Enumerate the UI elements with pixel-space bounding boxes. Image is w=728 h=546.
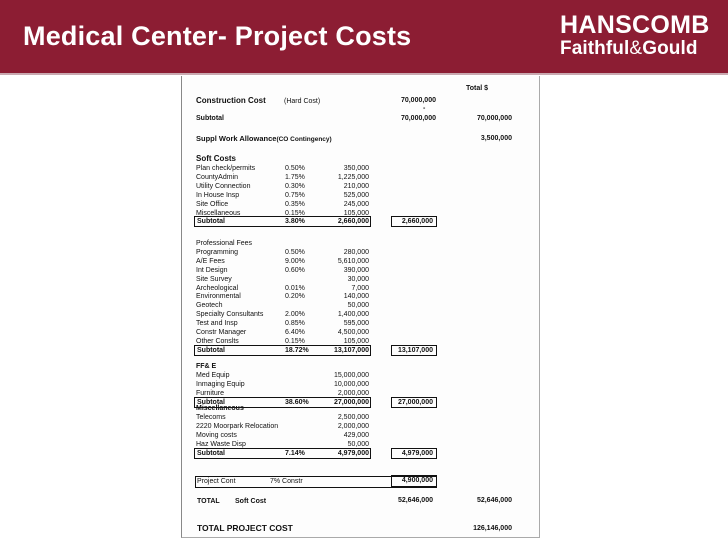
logo-word-faithful: Faithful [560, 38, 630, 59]
project-cont-label: Project Cont [197, 478, 236, 485]
line-item-label: Programming [196, 248, 239, 256]
construction-cost-dash: - [423, 105, 426, 112]
construction-cost-label: Construction Cost [196, 96, 266, 105]
line-item-pct: 0.35% [285, 200, 305, 208]
line-item-label: In House Insp [196, 191, 240, 199]
line-item-pct: 0.15% [285, 209, 305, 217]
suppl-note: (CO Contingency) [276, 136, 332, 143]
construction-cost-amount: 70,000,000 [400, 97, 436, 104]
line-item-amount: 2,500,000 [337, 413, 369, 421]
subtotal-sub: 2,660,000 [401, 218, 433, 226]
line-item-label: Archeological [196, 284, 239, 292]
line-item-label: A/E Fees [196, 257, 225, 265]
line-item-pct: 0.15% [285, 337, 305, 345]
line-item-amount: 50,000 [347, 440, 369, 448]
subtotal-sub: 13,107,000 [397, 346, 433, 354]
line-item-amount: 4,500,000 [337, 329, 369, 336]
line-item-amount: 245,000 [343, 200, 369, 208]
suppl-work-allowance-label [196, 134, 332, 144]
total-soft-label: TOTAL [197, 498, 220, 505]
project-cont-note: 7% Constr [270, 478, 303, 485]
line-item-label: 2220 Moorpark Relocation [196, 422, 279, 430]
line-item-pct: 0.30% [285, 182, 305, 190]
line-item-pct: 0.50% [285, 248, 305, 256]
slide-title: Medical Center- Project Costs [23, 21, 412, 51]
line-item-label: Furniture [196, 389, 225, 397]
subtotal-sub: 27,000,000 [397, 398, 433, 406]
construction-cost-note: (Hard Cost) [284, 98, 321, 105]
line-item-label: Test and Insp [196, 320, 238, 328]
line-item-label: CountyAdmin [196, 173, 239, 181]
line-item-label: Moving costs [196, 431, 237, 439]
line-item-pct: 2.00% [285, 311, 305, 319]
line-item-label: Constr Manager [196, 329, 247, 336]
line-item-amount: 350,000 [343, 165, 369, 172]
total-project-total: 126,146,000 [473, 525, 512, 532]
line-item-amount: 105,000 [343, 337, 369, 345]
line-item-pct: 0.85% [285, 320, 305, 328]
subtotal-amount: 13,107,000 [333, 346, 369, 354]
subtotal-label: Subtotal [197, 449, 225, 457]
line-item-amount: 5,610,000 [337, 257, 369, 265]
total-column-header: Total $ [466, 85, 489, 92]
suppl-total: 3,500,000 [480, 135, 512, 142]
construction-subtotal-amount: 70,000,000 [400, 115, 436, 122]
line-item-pct: 6.40% [285, 329, 305, 336]
line-item-amount: 1,400,000 [337, 311, 369, 319]
company-logo [560, 13, 710, 58]
line-item-amount: 2,000,000 [337, 389, 369, 397]
subtotal-pct: 7.14% [285, 449, 305, 457]
suppl-label: Suppl Work Allowance [196, 134, 277, 143]
line-item-amount: 30,000 [347, 275, 369, 283]
logo-line1: HANSCOMB [560, 11, 710, 39]
line-item-label: Environmental [196, 293, 241, 301]
line-item-amount: 105,000 [343, 209, 369, 217]
subtotal-label: Subtotal [197, 218, 225, 226]
line-item-amount: 140,000 [343, 293, 369, 301]
line-item-amount: 7,000 [351, 284, 369, 292]
construction-subtotal-total: 70,000,000 [476, 115, 512, 122]
total-soft-total: 52,646,000 [476, 497, 512, 504]
line-item-label: Telecoms [196, 413, 226, 421]
section-heading: Miscellaneous [196, 405, 244, 412]
line-item-pct: 0.75% [285, 191, 305, 199]
line-item-label: Med Equip [196, 371, 230, 379]
line-item-label: Site Office [196, 200, 229, 208]
logo-line2 [560, 39, 710, 58]
line-item-pct: 0.20% [285, 293, 305, 301]
line-item-pct: 9.00% [285, 257, 305, 265]
subtotal-pct: 38.60% [285, 398, 309, 406]
total-project-label: TOTAL PROJECT COST [197, 523, 293, 533]
scanned-cost-sheet [181, 76, 540, 538]
line-item-label: Inmaging Equip [196, 380, 245, 388]
line-item-amount: 390,000 [343, 266, 369, 274]
header-divider [0, 73, 728, 75]
section-heading: Professional Fees [196, 240, 253, 247]
line-item-pct: 0.01% [285, 284, 305, 292]
line-item-label: Int Design [196, 266, 228, 274]
subtotal-amount: 2,660,000 [337, 218, 369, 226]
line-item-label: Geotech [196, 302, 223, 310]
subtotal-pct: 3.80% [285, 218, 305, 226]
logo-word-gould: Gould [642, 38, 698, 59]
total-soft-sub: 52,646,000 [397, 497, 433, 504]
section-heading: FF& E [196, 363, 217, 370]
total-soft-label2: Soft Cost [235, 498, 267, 505]
line-item-amount: 2,000,000 [337, 422, 369, 430]
line-item-amount: 429,000 [343, 431, 369, 439]
line-item-amount: 1,225,000 [337, 173, 369, 181]
line-item-label: Site Survey [196, 275, 232, 283]
construction-subtotal-label: Subtotal [196, 115, 224, 122]
line-item-amount: 210,000 [343, 182, 369, 190]
logo-ampersand: & [629, 38, 643, 59]
line-item-amount: 15,000,000 [333, 371, 369, 379]
line-item-pct: 1.75% [285, 173, 305, 181]
line-item-label: Specialty Consultants [196, 311, 264, 319]
subtotal-label: Subtotal [197, 346, 225, 354]
subtotal-amount: 4,979,000 [337, 449, 369, 457]
line-item-label: Utility Connection [196, 182, 251, 190]
line-item-pct: 0.50% [285, 165, 305, 172]
line-item-label: Other Conslts [196, 337, 239, 345]
line-item-amount: 595,000 [343, 320, 369, 328]
line-item-amount: 525,000 [343, 191, 369, 199]
line-item-pct: 0.60% [285, 266, 305, 274]
line-item-amount: 280,000 [343, 248, 369, 256]
line-item-label: Miscellaneous [196, 209, 241, 217]
subtotal-amount: 27,000,000 [333, 398, 369, 406]
subtotal-label: Subtotal [197, 398, 225, 406]
line-item-label: Plan check/permits [196, 165, 256, 172]
line-item-label: Haz Waste Disp [196, 440, 246, 448]
line-item-amount: 50,000 [347, 302, 369, 310]
section-heading: Soft Costs [196, 154, 236, 163]
project-cont-sub: 4,900,000 [401, 477, 433, 484]
subtotal-sub: 4,979,000 [401, 449, 433, 457]
line-item-amount: 10,000,000 [333, 380, 369, 388]
subtotal-pct: 18.72% [285, 346, 309, 354]
